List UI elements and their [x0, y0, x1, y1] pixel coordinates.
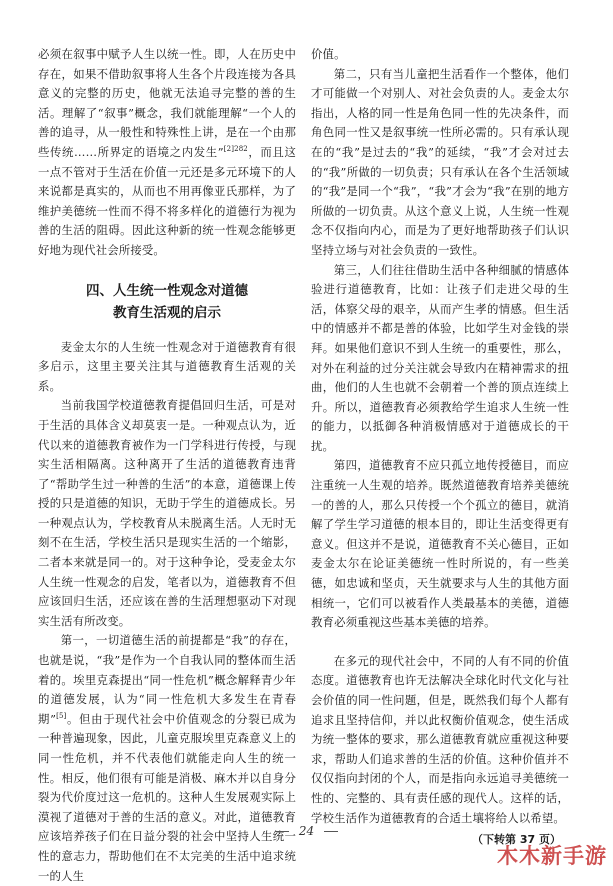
paragraph: 在多元的现代社会中，不同的人有不同的价值态度。道德教育也许无法解决全球化时代文化与社会价值的同一性问题，但是，既然我们每个人都有追求且坚持信仰，并以此权衡价值观念，使生活成为统一整体的要求，那么道德教育就应重视这种要求，帮助人们追求善的生活的价值。这种价值并不仅仅指向封闭的个人，而是指向永远追寻美德统一性的、完整的、具有责任感的现代人。这样的话，学校生活作为道德教育的合适土壤将给人以希望。 [311, 653, 569, 825]
watermark: 木木新手游 [497, 844, 607, 868]
section-heading-line: 教育生活观的启示 [113, 304, 221, 321]
left-column [38, 45, 296, 886]
citation-marker: [2]282 [223, 145, 248, 154]
footer-dash [324, 831, 338, 832]
paragraph: 第三，人们往往借助生活中各种细腻的情感体验进行道德教育，比如：让孩子们走进父母的生活，体察父母的艰辛，从而产生孝的情感。但生活中的情感并不都是善的体验，比如学生对金钱的崇拜。如果他们意识不到人生统一的重要性，那么，对外在利益的过分关注就会导致内在精神需求的扭曲，他们的人生也就不会朝着一个善的顶点连续上升。所以，道德教育必须教给学生追求人生统一性的能力，以抵御各种消极情感对于道德成长的干扰。 [311, 262, 569, 453]
right-column [311, 45, 569, 847]
paragraph: 麦金太尔的人生统一性观念对于道德教育有很多启示，这里主要关注其与道德教育生活观的关系。 [38, 339, 296, 393]
paragraph [38, 45, 296, 261]
paragraph-text: 第一，一切道德生活的前提都是“我”的存在，也就是说，“我”是作为一个自我认同的整体而生活着的。埃里克森提出“同一性危机”概念解释青少年的道德发展，认为“同一性危机大多发生在青春期” [38, 633, 296, 726]
paragraph: 当前我国学校道德教育提倡回归生活，可是对于生活的具体含义却莫衷一是。一种观点认为，近代以来的道德教育被作为一门学科进行传授，与现实生活相隔离。这种离开了生活的道德教育违背了“帮助学生过一种善的生活”的本意，道德课上传授的只是道德的知识，无助于学生的道德成长。另一种观点认为，学校教育从未脱离生活。人无时无刻不在生活，学校生活只是现实生活的一个缩影，二者本来就是同一的。对于这种争论，受麦金太尔人生统一性观念的启发，笔者以为，道德教育不但应该回归生活，还应该在善的生活理想驱动下对现实生活有所改变。 [38, 398, 296, 628]
paragraph-text: ，而且这一点不管对于生活在价值一元还是多元环境下的人来说都是真实的，从而也不用再像亚氏那样，为了维护美德统一性而不得不将多样化的道德行为视为善的生活的阻碍。因此这种新的统一性观念能够更好地为现代社会所接受。 [38, 144, 296, 257]
paragraph [38, 631, 296, 886]
paragraph: 第四，道德教育不应只孤立地传授德目，而应注重统一人生观的培养。既然道德教育培养美德统一的善的人，那么只传授一个个孤立的德目，就消解了学生学习道德的根本目的，即让生活变得更有意义。但这并不是说，道德教育不关心德目，正如麦金太尔在论证美德统一性时所说的，有一些美德，如忠诚和坚贞，天生就要求与人生的其他方面相统一，它们可以被看作人类最基本的美德，道德教育必须重视这些基本美德的培养。 [311, 458, 569, 630]
page-number: 24 [298, 824, 315, 838]
footer-dash [275, 831, 289, 832]
paragraph: 第二，只有当儿童把生活看作一个整体，他们才可能做一个对别人、对社会负责的人。麦金太尔指出，人格的同一性是角色同一性的先决条件，而角色同一性又是叙事统一性所必需的。只有承认现在的“我”是过去的“我”的延续，“我”才会对过去的“我”所做的一切负责；只有承认在各个生活领域的“我”是同一个“我”，“我”才会为“我”在别的地方所做的一切负责。从这个意义上说，人生统一性观念不仅指向内心，而是为了更好地帮助孩子们认识坚持立场与对社会负责的一致性。 [311, 66, 569, 257]
paragraph-text: 。但由于现代社会中价值观念的分裂已成为一种普遍现象，因此，儿童克服埃里克森意义上的同一性危机，并不代表他们就能走向人生的统一性。相反，他们很有可能是消极、麻木并以自身分裂为代价度过这一危机的。这种人生发展观实际上漠视了道德对于善的生活的意义。对此，道德教育应该培养孩子们在日益分裂的社会中坚持人生统一性的意志力，帮助他们在不太完美的生活中追求统一的人生 [38, 711, 296, 883]
continued-note: （下转第 37 页） [472, 833, 561, 847]
section-heading-line: 四、人生统一性观念对道德 [86, 282, 248, 299]
page-footer [0, 824, 613, 838]
paragraph-text: 必须在叙事中赋予人生以统一性。即，人在历史中存在，如果不借助叙事将人生各个片段连接为各具意义的完整的历史，他就无法追寻完整的善的生活。理解了“叙事”概念，我们就能理解“一个人的善的追寻，从一般性和特殊性上讲，是在一个由那些传统……所界定的语境之内发生” [38, 47, 296, 159]
section-heading [38, 280, 296, 324]
citation-marker: [5] [56, 712, 67, 721]
paragraph: 价值。 [311, 47, 346, 61]
